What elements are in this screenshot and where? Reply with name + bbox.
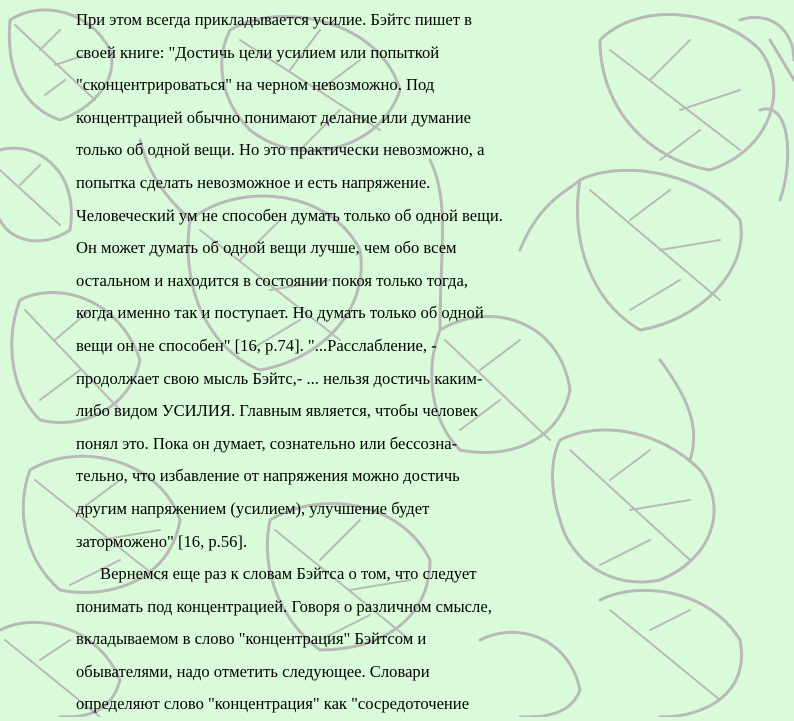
text-line: другим напряжением (усилием), улучшение будет	[76, 498, 430, 518]
text-line: Человеческий ум не способен думать только об одной вещи.	[76, 205, 503, 225]
text-line: Он может думать об одной вещи лучше, чем обо всем	[76, 238, 457, 258]
text-line: попытка сделать невозможное и есть напряжение.	[76, 172, 431, 192]
paragraph-start-line: Вернемся еще раз к словам Бэйтса о том, что следует	[100, 564, 477, 584]
text-line: При этом всегда прикладывается усилие. Бэйтс пишет в	[76, 10, 473, 29]
text-line: вкладываемом в слово "концентрация" Бэйтсом и	[76, 629, 427, 649]
text-line: "сконцентрироваться" на черном невозможно. Под	[76, 75, 435, 95]
text-line: когда именно так и поступает. Но думать только об одной	[76, 303, 484, 323]
text-line: продолжает свою мысль Бэйтс,- ... нельзя достичь каким-	[76, 368, 483, 388]
text-line: только об одной вещи. Но это практически невозможно, а	[76, 140, 485, 160]
text-line: заторможено" [16, p.56].	[76, 531, 248, 551]
document-body	[76, 4, 576, 721]
text-line: остальном и находится в состоянии покоя только тогда,	[76, 270, 468, 290]
text-line: вещи он не способен" [16, p.74]. "...Расслабление, -	[76, 335, 437, 355]
text-line: либо видом УСИЛИЯ. Главным является, чтобы человек	[76, 401, 478, 421]
text-line: понял это. Пока он думает, сознательно или бессозна-	[76, 433, 458, 453]
text-line: концентрацией обычно понимают делание или думание	[76, 107, 471, 127]
text-line: тельно, что избавление от напряжения можно достичь	[76, 466, 460, 486]
text-line: обывателями, надо отметить следующее. Словари	[76, 661, 430, 681]
text-line: определяют слово "концентрация" как "сосредоточение	[76, 694, 470, 714]
text-line: понимать под концентрацией. Говоря о различном смысле,	[76, 596, 492, 616]
text-line: своей книге: "Достичь цели усилием или попыткой	[76, 42, 440, 62]
